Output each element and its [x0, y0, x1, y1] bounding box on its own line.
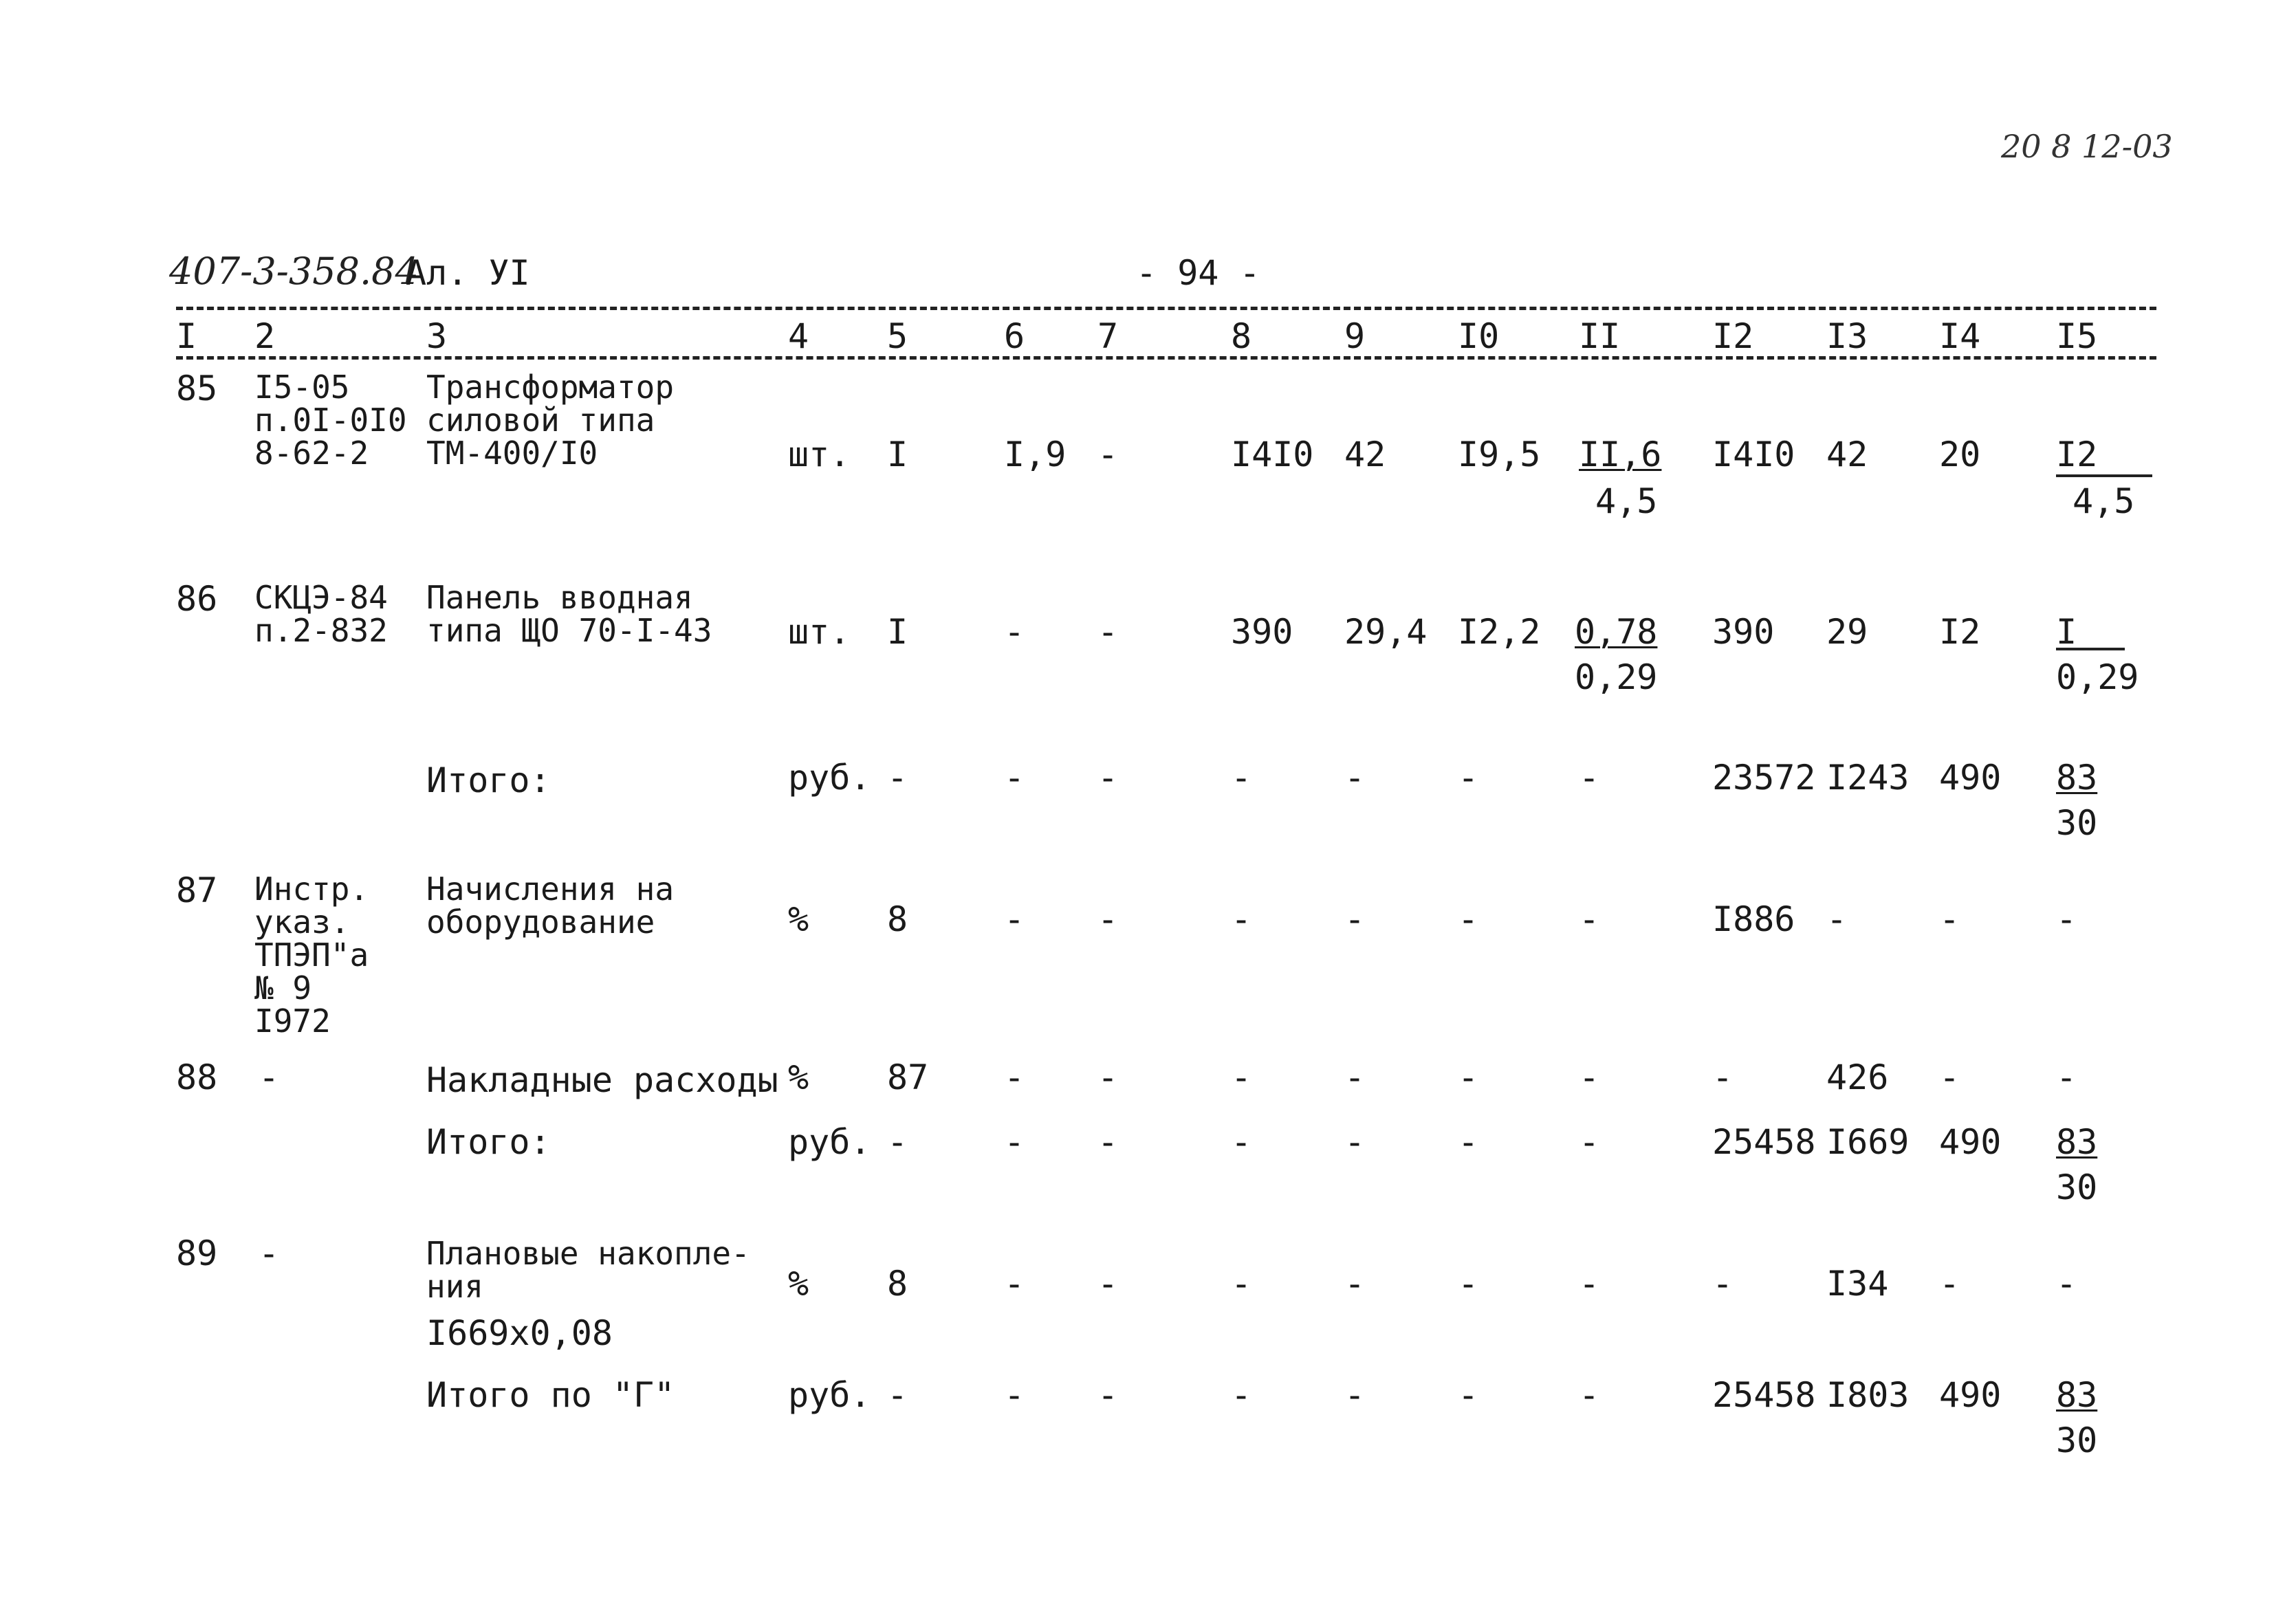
col10-cell: - — [1458, 1057, 1479, 1097]
col11-cell: - — [1579, 758, 1600, 798]
col13-cell: I803 — [1826, 1375, 1910, 1415]
col15-bottom-value: 4,5 — [2073, 481, 2135, 521]
col8-cell: - — [1231, 758, 1252, 798]
col15-top-value: 83 — [2056, 1375, 2098, 1415]
album-label: Ал. УI — [406, 253, 530, 293]
col11-top-value: 0,78 — [1575, 612, 1658, 652]
unit-cell: шт. — [788, 435, 851, 474]
norm-code-line-2: п.0I-0I0 — [254, 402, 407, 439]
col12-cell: 25458 — [1712, 1122, 1816, 1162]
quantity-cell: - — [887, 758, 908, 798]
quantity-cell: - — [887, 1375, 908, 1415]
col14-cell: - — [1939, 1264, 1960, 1304]
col9-cell: - — [1344, 1375, 1366, 1415]
col8-cell: - — [1231, 899, 1252, 939]
subtotal-label: Итого: — [426, 1122, 551, 1162]
col12-cell: I4I0 — [1712, 435, 1795, 474]
quantity-cell: 8 — [887, 1264, 908, 1304]
document-code: 407-3-358.84 — [169, 250, 419, 293]
col14-cell: 490 — [1939, 1375, 2002, 1415]
norm-code: - — [259, 1233, 280, 1273]
col15-fraction-bar — [2056, 648, 2125, 650]
col8-cell: I4I0 — [1231, 435, 1314, 474]
col6-cell: - — [1004, 1375, 1025, 1415]
col11-cell: - — [1579, 899, 1600, 939]
unit-cell: руб. — [788, 758, 871, 798]
row-number: 87 — [176, 870, 218, 910]
item-name-line-2: типа ЩО 70-I-43 — [426, 612, 712, 649]
header-bottom-rule — [176, 356, 2156, 360]
col9-cell: 42 — [1344, 435, 1386, 474]
col15-top-value: 83 — [2056, 1122, 2098, 1162]
norm-code-line-3: 8-62-2 — [254, 435, 369, 472]
col-number-14: I4 — [1939, 316, 1981, 356]
col6-cell: - — [1004, 1264, 1025, 1304]
col6-cell: - — [1004, 612, 1025, 652]
col6-cell: - — [1004, 1122, 1025, 1162]
col14-cell: 490 — [1939, 1122, 2002, 1162]
col8-cell: - — [1231, 1264, 1252, 1304]
col-number-13: I3 — [1826, 316, 1868, 356]
item-name-line-2: оборудование — [426, 903, 655, 941]
col11-cell: - — [1579, 1264, 1600, 1304]
col10-cell: - — [1458, 1264, 1479, 1304]
col15-bottom-value: 0,29 — [2056, 657, 2139, 697]
col10-cell: - — [1458, 899, 1479, 939]
col12-cell: - — [1712, 1057, 1734, 1097]
col15-bottom-value: 30 — [2056, 1420, 2098, 1460]
col8-cell: - — [1231, 1375, 1252, 1415]
col7-cell: - — [1097, 1375, 1119, 1415]
norm-code-line-1: I5-05 — [254, 369, 350, 406]
col7-cell: - — [1097, 1057, 1119, 1097]
col6-cell: - — [1004, 758, 1025, 798]
col14-cell: 490 — [1939, 758, 2002, 798]
col7-cell: - — [1097, 899, 1119, 939]
corner-code: 20 8 12-03 — [2001, 128, 2173, 165]
col-number-2: 2 — [254, 316, 276, 356]
item-name-line-1: Трансформатор — [426, 369, 675, 406]
norm-code-line-1: СКЦЭ-84 — [254, 579, 388, 616]
col12-cell: 23572 — [1712, 758, 1816, 798]
col11-bottom-value: 0,29 — [1575, 657, 1658, 697]
row-number: 89 — [176, 1233, 218, 1273]
col15-bottom-value: 30 — [2056, 1167, 2098, 1207]
quantity-cell: I — [887, 612, 908, 652]
subtotal-label: Итого: — [426, 760, 551, 800]
col-number-1: I — [176, 316, 197, 356]
col-number-8: 8 — [1231, 316, 1252, 356]
calculation-note: I669х0,08 — [426, 1313, 613, 1353]
col7-cell: - — [1097, 435, 1119, 474]
col8-cell: - — [1231, 1122, 1252, 1162]
col-number-3: 3 — [426, 316, 448, 356]
col-number-7: 7 — [1097, 316, 1119, 356]
item-name-line-3: ТМ-400/I0 — [426, 435, 598, 472]
col11-top-value: II,6 — [1579, 435, 1662, 474]
unit-cell: шт. — [788, 612, 851, 652]
col10-cell: - — [1458, 758, 1479, 798]
row-number: 85 — [176, 369, 218, 408]
col9-cell: - — [1344, 758, 1366, 798]
norm-code-line-5: I972 — [254, 1002, 331, 1040]
col14-cell: 20 — [1939, 435, 1981, 474]
col11-cell: - — [1579, 1375, 1600, 1415]
col13-cell: I669 — [1826, 1122, 1910, 1162]
col12-cell: I886 — [1712, 899, 1795, 939]
col13-cell: 426 — [1826, 1057, 1889, 1097]
col10-cell: - — [1458, 1375, 1479, 1415]
col11-bottom-value: 4,5 — [1595, 481, 1658, 521]
col15-cell: - — [2056, 1057, 2077, 1097]
col11-cell: - — [1579, 1122, 1600, 1162]
col13-cell: 42 — [1826, 435, 1868, 474]
quantity-cell: 8 — [887, 899, 908, 939]
col13-cell: I243 — [1826, 758, 1910, 798]
item-name-line-1: Начисления на — [426, 870, 675, 908]
col7-cell: - — [1097, 612, 1119, 652]
item-name-line-1: Плановые накопле- — [426, 1235, 750, 1272]
col15-cell: - — [2056, 1264, 2077, 1304]
col15-top-value: I2 — [2056, 435, 2098, 474]
norm-code-line-4: № 9 — [254, 969, 312, 1007]
unit-cell: % — [788, 1057, 809, 1097]
col9-cell: - — [1344, 899, 1366, 939]
col6-cell: I,9 — [1004, 435, 1067, 474]
col7-cell: - — [1097, 758, 1119, 798]
quantity-cell: - — [887, 1122, 908, 1162]
col14-cell: - — [1939, 1057, 1960, 1097]
col6-cell: - — [1004, 899, 1025, 939]
item-name-line-2: силовой типа — [426, 402, 655, 439]
col13-cell: - — [1826, 899, 1848, 939]
row-number: 88 — [176, 1057, 218, 1097]
col6-cell: - — [1004, 1057, 1025, 1097]
quantity-cell: I — [887, 435, 908, 474]
col8-cell: - — [1231, 1057, 1252, 1097]
col-number-15: I5 — [2056, 316, 2098, 356]
col15-top-value: 83 — [2056, 758, 2098, 798]
norm-code-line-2: указ. — [254, 903, 350, 941]
unit-cell: % — [788, 899, 809, 939]
col-number-11: II — [1579, 316, 1621, 356]
col14-cell: I2 — [1939, 612, 1981, 652]
col13-cell: I34 — [1826, 1264, 1889, 1304]
col-number-10: I0 — [1458, 316, 1500, 356]
col-number-9: 9 — [1344, 316, 1366, 356]
col-number-12: I2 — [1712, 316, 1754, 356]
norm-code: - — [259, 1057, 280, 1097]
col15-bottom-value: 30 — [2056, 803, 2098, 843]
col7-cell: - — [1097, 1264, 1119, 1304]
item-name: Накладные расходы — [426, 1060, 778, 1100]
col-number-5: 5 — [887, 316, 908, 356]
item-name-line-1: Панель вводная — [426, 579, 693, 616]
col10-cell: I9,5 — [1458, 435, 1541, 474]
col14-cell: - — [1939, 899, 1960, 939]
col10-cell: I2,2 — [1458, 612, 1541, 652]
page-number: - 94 - — [1136, 253, 1260, 293]
col15-cell: - — [2056, 899, 2077, 939]
col12-cell: 25458 — [1712, 1375, 1816, 1415]
quantity-cell: 87 — [887, 1057, 929, 1097]
row-number: 86 — [176, 579, 218, 619]
col15-top-value: I — [2056, 612, 2077, 652]
col-number-6: 6 — [1004, 316, 1025, 356]
unit-cell: % — [788, 1264, 809, 1304]
col9-cell: - — [1344, 1057, 1366, 1097]
col9-cell: 29,4 — [1344, 612, 1428, 652]
col9-cell: - — [1344, 1122, 1366, 1162]
col-number-4: 4 — [788, 316, 809, 356]
unit-cell: руб. — [788, 1375, 871, 1415]
col12-cell: 390 — [1712, 612, 1775, 652]
col12-cell: - — [1712, 1264, 1734, 1304]
col9-cell: - — [1344, 1264, 1366, 1304]
header-top-rule — [176, 307, 2156, 310]
norm-code-line-2: п.2-832 — [254, 612, 388, 649]
norm-code-line-3: ТПЭП"а — [254, 936, 369, 974]
item-name-line-2: ния — [426, 1268, 484, 1305]
col7-cell: - — [1097, 1122, 1119, 1162]
grand-total-label: Итого по "Г" — [426, 1375, 675, 1415]
col11-cell: - — [1579, 1057, 1600, 1097]
unit-cell: руб. — [788, 1122, 871, 1162]
col8-cell: 390 — [1231, 612, 1293, 652]
col10-cell: - — [1458, 1122, 1479, 1162]
col13-cell: 29 — [1826, 612, 1868, 652]
norm-code-line-1: Инстр. — [254, 870, 369, 908]
col15-fraction-bar — [2056, 474, 2152, 477]
